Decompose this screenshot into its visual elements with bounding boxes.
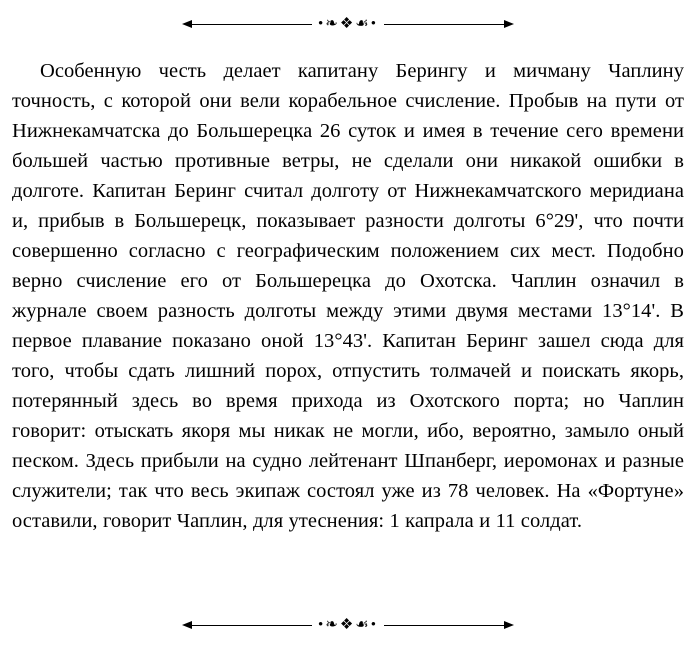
ornament-center-glyphs: •❧❖☙• [318, 15, 378, 32]
top-ornament [0, 10, 696, 38]
ornament-rule-right [384, 24, 504, 25]
ornament-rule-left [192, 625, 312, 626]
bottom-ornament [0, 611, 696, 639]
ornament-rule-left [192, 24, 312, 25]
body-paragraph: Особенную честь делает капитану Берингу и мичману Чаплину точность, с которой они вели корабельное счисление. Пробыв на пути от Нижнекамчатска до Большерецка 26 суток и имея в течение сего времени большей частью противные ветры, не сделали они никакой ошибки в долготе. Капитан Беринг считал долготу от Нижнекамчатского меридиана и, прибыв в Большерецк, показывает разности долготы 6°29', что почти совершенно согласно с географическим положением сих мест. Подобно верно счисление его от Большерецка до Охотска. Чаплин означил в журнале своем разность долготы между этими двумя местами 13°14'. В первое плавание показано оной 13°43'. Капитан Беринг зашел сюда для того, чтобы сдать лишний порох, отпустить толмачей и поискать якорь, потерянный здесь во время прихода из Охотского порта; но Чаплин говорит: отыскать якоря мы никак не могли, ибо, вероятно, замыло оный песком. Здесь прибыли на судно лейтенант Шпанберг, иеромонах и разные служители; так что весь экипаж состоял уже из 78 человек. На «Фортуне» оставили, говорит Чаплин, для утеснения: 1 капрала и 11 солдат. [12, 60, 684, 533]
document-page [0, 10, 696, 657]
ornament-rule-right [384, 625, 504, 626]
ornament-center-glyphs: •❧❖☙• [318, 616, 378, 633]
